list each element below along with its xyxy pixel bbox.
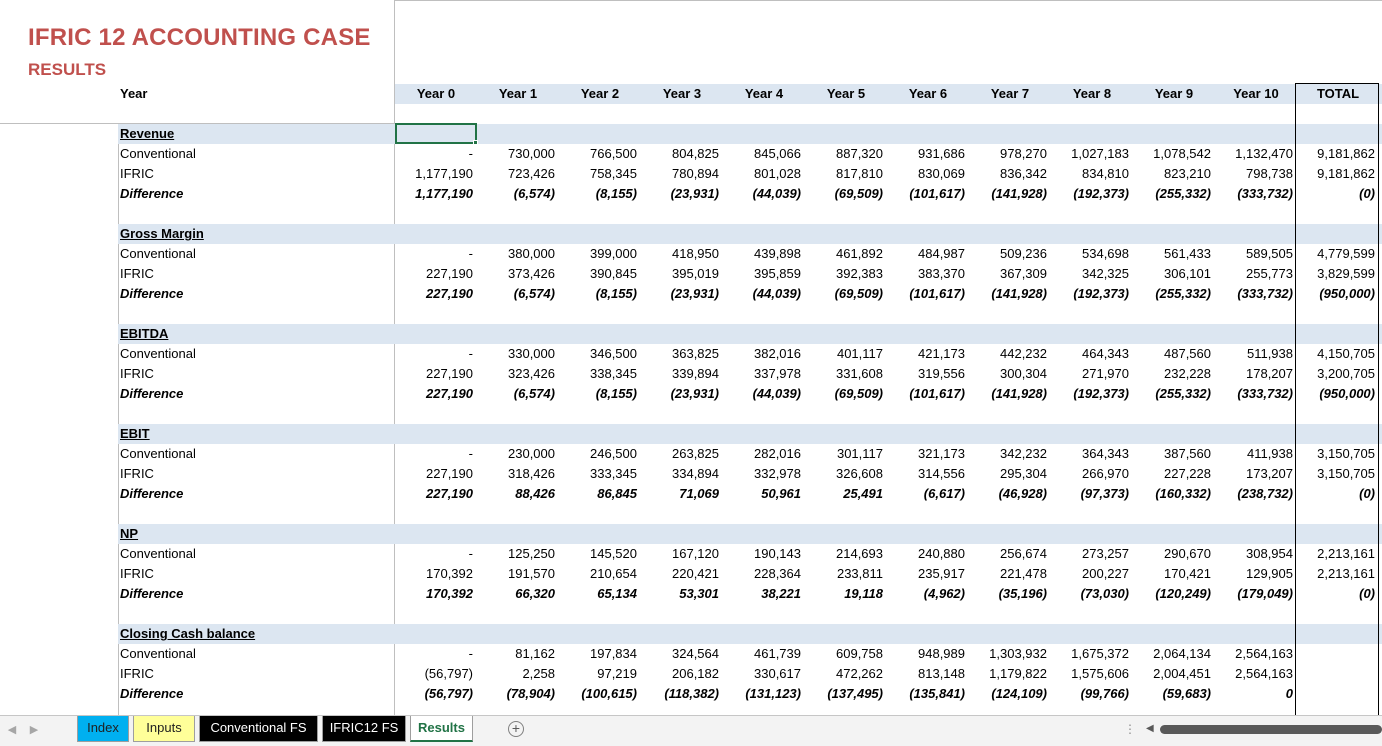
table-cell[interactable]: 232,228 (1164, 366, 1211, 381)
row-label[interactable]: IFRIC (120, 566, 154, 581)
selected-cell[interactable] (395, 123, 477, 144)
table-cell[interactable]: 2,213,161 (1317, 566, 1375, 581)
row-label[interactable]: Conventional (120, 346, 196, 361)
section-title[interactable]: Revenue (120, 126, 175, 141)
table-cell[interactable]: 836,342 (1000, 166, 1047, 181)
table-cell[interactable]: 53,301 (679, 586, 719, 601)
table-cell[interactable]: (69,509) (834, 186, 883, 201)
table-cell[interactable]: 227,190 (426, 286, 473, 301)
column-header: Year 1 (498, 86, 538, 101)
row-label[interactable]: Conventional (120, 246, 196, 261)
table-row (0, 384, 1382, 404)
table-cell[interactable]: 487,560 (1164, 346, 1211, 361)
table-cell[interactable]: (8,155) (595, 286, 637, 301)
table-cell[interactable]: 363,825 (672, 346, 719, 361)
table-cell[interactable]: 170,421 (1164, 566, 1211, 581)
table-cell[interactable]: 380,000 (508, 246, 555, 261)
section-title[interactable]: Gross Margin (120, 226, 204, 241)
table-cell[interactable] (1293, 664, 1375, 684)
row-label[interactable]: IFRIC (120, 466, 154, 481)
table-cell[interactable]: (255,332) (1155, 186, 1211, 201)
table-cell[interactable]: 461,739 (754, 646, 801, 661)
chevron-left-icon[interactable]: ◀ (7, 724, 17, 736)
table-cell[interactable]: 364,343 (1082, 446, 1129, 461)
table-cell[interactable]: 2,213,161 (1317, 546, 1375, 561)
table-cell[interactable]: (0) (1359, 586, 1375, 601)
table-cell[interactable]: - (468, 346, 473, 361)
table-cell[interactable]: 337,978 (754, 366, 801, 381)
table-cell[interactable]: 25,491 (843, 486, 883, 501)
table-cell[interactable]: 173,207 (1246, 466, 1293, 481)
table-cell[interactable]: 1,179,822 (989, 666, 1047, 681)
table-cell[interactable]: (6,574) (513, 186, 555, 201)
column-header: Year 8 (1072, 86, 1112, 101)
table-cell[interactable]: 978,270 (1000, 146, 1047, 161)
tab-splitter-handle[interactable]: ⋮ (1124, 722, 1136, 736)
table-cell[interactable]: 1,177,190 (415, 166, 473, 181)
table-cell[interactable]: 804,825 (672, 146, 719, 161)
table-cell[interactable]: 813,148 (918, 666, 965, 681)
column-header: Year 5 (826, 86, 866, 101)
column-header: Year 6 (908, 86, 948, 101)
table-cell[interactable]: (97,373) (1080, 486, 1129, 501)
table-row (0, 664, 1382, 684)
table-cell[interactable]: 227,228 (1164, 466, 1211, 481)
table-cell[interactable]: 333,345 (590, 466, 637, 481)
row-label[interactable]: Difference (120, 186, 184, 201)
total-column-border (1295, 83, 1296, 715)
table-cell[interactable]: 66,320 (515, 586, 555, 601)
table-row (0, 164, 1382, 184)
grid-divider (395, 0, 1382, 1)
table-cell[interactable]: (950,000) (1319, 386, 1375, 401)
table-cell[interactable]: 235,917 (918, 566, 965, 581)
table-cell[interactable]: 227,190 (426, 486, 473, 501)
table-cell[interactable]: 342,232 (1000, 446, 1047, 461)
table-row (0, 344, 1382, 364)
table-cell[interactable]: (59,683) (1162, 686, 1211, 701)
table-cell[interactable]: 439,898 (754, 246, 801, 261)
tab-index[interactable]: Index (77, 716, 129, 742)
table-cell[interactable]: 97,219 (597, 666, 637, 681)
table-cell[interactable]: 206,182 (672, 666, 719, 681)
table-cell[interactable]: 1,675,372 (1071, 646, 1129, 661)
table-cell[interactable]: 50,961 (761, 486, 801, 501)
total-column-border (1378, 83, 1379, 715)
column-header: Year 9 (1154, 86, 1194, 101)
row-label[interactable]: Difference (120, 586, 184, 601)
column-header: Year 4 (744, 86, 784, 101)
table-cell[interactable]: 330,617 (754, 666, 801, 681)
fill-handle[interactable] (473, 140, 478, 145)
column-header: TOTAL (1316, 86, 1360, 101)
table-cell[interactable]: 282,016 (754, 446, 801, 461)
table-cell[interactable]: (6,617) (923, 486, 965, 501)
table-cell[interactable]: (8,155) (595, 186, 637, 201)
table-cell[interactable]: 86,845 (597, 486, 637, 501)
table-cell[interactable]: 3,829,599 (1317, 266, 1375, 281)
table-cell[interactable]: 723,426 (508, 166, 555, 181)
table-row (0, 284, 1382, 304)
table-cell[interactable]: (44,039) (752, 186, 801, 201)
table-cell[interactable]: (69,509) (834, 386, 883, 401)
table-cell[interactable] (1293, 644, 1375, 664)
tab-results[interactable]: Results (410, 716, 473, 742)
table-cell[interactable]: 301,117 (836, 446, 883, 461)
row-label[interactable]: Conventional (120, 546, 196, 561)
table-row (0, 184, 1382, 204)
row-label[interactable]: Difference (120, 686, 184, 701)
table-cell[interactable] (1293, 684, 1375, 704)
table-cell[interactable]: 534,698 (1082, 246, 1129, 261)
table-cell[interactable]: 390,845 (590, 266, 637, 281)
table-row (0, 264, 1382, 284)
table-row (0, 644, 1382, 664)
table-cell[interactable]: 4,150,705 (1317, 346, 1375, 361)
section-title[interactable]: EBITDA (120, 326, 169, 341)
table-cell[interactable]: 200,227 (1082, 566, 1129, 581)
table-cell[interactable]: 221,478 (1000, 566, 1047, 581)
table-cell[interactable]: (56,797) (424, 686, 473, 701)
table-cell[interactable]: (950,000) (1319, 286, 1375, 301)
table-cell[interactable]: 2,564,163 (1235, 666, 1293, 681)
table-cell[interactable]: 170,392 (426, 566, 473, 581)
table-cell[interactable]: - (468, 246, 473, 261)
table-cell[interactable]: 766,500 (590, 146, 637, 161)
section-header-row (0, 524, 1382, 544)
row-label[interactable]: IFRIC (120, 166, 154, 181)
table-cell[interactable]: 442,232 (1000, 346, 1047, 361)
table-cell[interactable]: (6,574) (513, 286, 555, 301)
table-cell[interactable]: (141,928) (991, 386, 1047, 401)
row-label[interactable]: Difference (120, 486, 184, 501)
table-cell[interactable]: 418,950 (672, 246, 719, 261)
chevron-right-icon[interactable]: ▶ (29, 724, 39, 736)
table-cell[interactable]: (238,732) (1237, 486, 1293, 501)
row-label[interactable]: Conventional (120, 646, 196, 661)
table-cell[interactable]: (333,732) (1237, 286, 1293, 301)
table-cell[interactable]: (192,373) (1073, 186, 1129, 201)
table-cell[interactable]: 228,364 (754, 566, 801, 581)
table-cell[interactable]: (124,109) (991, 686, 1047, 701)
table-cell[interactable]: 230,000 (508, 446, 555, 461)
sheet-tab-bar (0, 715, 1382, 746)
table-cell[interactable]: 464,343 (1082, 346, 1129, 361)
table-cell[interactable]: 273,257 (1082, 546, 1129, 561)
table-cell[interactable]: 0 (1285, 686, 1293, 701)
table-cell[interactable]: 472,262 (836, 666, 883, 681)
table-cell[interactable]: 484,987 (918, 246, 965, 261)
table-cell[interactable]: (141,928) (991, 186, 1047, 201)
table-cell[interactable]: 314,556 (918, 466, 965, 481)
row-label[interactable]: Conventional (120, 146, 196, 161)
table-cell[interactable]: (131,123) (745, 686, 801, 701)
table-cell[interactable]: (135,841) (909, 686, 965, 701)
table-cell[interactable]: 4,779,599 (1317, 246, 1375, 261)
table-cell[interactable]: (46,928) (998, 486, 1047, 501)
table-cell[interactable]: - (468, 146, 473, 161)
table-cell[interactable]: (0) (1359, 186, 1375, 201)
table-cell[interactable]: 129,905 (1246, 566, 1293, 581)
table-cell[interactable]: 295,304 (1000, 466, 1047, 481)
year-label: Year (120, 86, 148, 101)
table-cell[interactable]: 300,304 (1000, 366, 1047, 381)
table-cell[interactable]: (101,617) (909, 186, 965, 201)
plus-circle-icon[interactable]: + (508, 721, 524, 737)
table-cell[interactable]: (99,766) (1080, 686, 1129, 701)
section-header-row (0, 224, 1382, 244)
table-cell[interactable]: 332,978 (754, 466, 801, 481)
row-label[interactable]: IFRIC (120, 266, 154, 281)
table-cell[interactable]: 931,686 (918, 146, 965, 161)
table-cell[interactable]: 19,118 (844, 586, 883, 601)
table-cell[interactable]: (192,373) (1073, 386, 1129, 401)
table-cell[interactable]: (23,931) (670, 386, 719, 401)
table-cell[interactable]: 609,758 (836, 646, 883, 661)
header-row (0, 84, 1382, 104)
section-title[interactable]: NP (120, 526, 139, 541)
row-label[interactable]: IFRIC (120, 366, 154, 381)
table-cell[interactable]: 71,069 (679, 486, 719, 501)
table-cell[interactable]: 81,162 (515, 646, 555, 661)
table-cell[interactable]: (23,931) (670, 186, 719, 201)
tab-inputs[interactable]: Inputs (133, 716, 195, 742)
table-cell[interactable]: 324,564 (672, 646, 719, 661)
table-cell[interactable]: 589,505 (1246, 246, 1293, 261)
table-cell[interactable]: (141,928) (991, 286, 1047, 301)
table-cell[interactable]: 323,426 (508, 366, 555, 381)
table-cell[interactable]: 326,608 (836, 466, 883, 481)
table-cell[interactable]: (255,332) (1155, 386, 1211, 401)
table-cell[interactable]: (6,574) (513, 386, 555, 401)
table-cell[interactable]: (4,962) (923, 586, 965, 601)
table-cell[interactable]: 178,207 (1246, 366, 1293, 381)
tab-ifric12-fs[interactable]: IFRIC12 FS (322, 716, 406, 742)
table-cell[interactable]: - (468, 446, 473, 461)
section-header-row (0, 424, 1382, 444)
row-label[interactable]: Conventional (120, 446, 196, 461)
section-header-row (0, 124, 1382, 144)
table-cell[interactable]: (56,797) (424, 666, 473, 681)
table-cell[interactable]: 210,654 (590, 566, 637, 581)
table-cell[interactable]: 256,674 (1000, 546, 1047, 561)
table-cell[interactable]: (35,196) (998, 586, 1047, 601)
table-cell[interactable]: 392,383 (836, 266, 883, 281)
section-header-row (0, 624, 1382, 644)
table-cell[interactable]: (333,732) (1237, 386, 1293, 401)
column-header: Year 7 (990, 86, 1030, 101)
table-cell[interactable]: 220,421 (672, 566, 719, 581)
table-cell[interactable]: 383,370 (918, 266, 965, 281)
table-cell[interactable]: 509,236 (1000, 246, 1047, 261)
section-title[interactable]: Closing Cash balance (120, 626, 256, 641)
table-cell[interactable]: (8,155) (595, 386, 637, 401)
table-cell[interactable]: 2,564,163 (1235, 646, 1293, 661)
table-cell[interactable]: 834,810 (1082, 166, 1129, 181)
table-row (0, 684, 1382, 704)
table-cell[interactable]: 319,556 (918, 366, 965, 381)
table-cell[interactable]: 321,173 (918, 446, 965, 461)
table-cell[interactable]: 290,670 (1164, 546, 1211, 561)
table-cell[interactable]: 1,132,470 (1235, 146, 1293, 161)
table-row (0, 444, 1382, 464)
section-title[interactable]: EBIT (120, 426, 150, 441)
table-cell[interactable]: (179,049) (1237, 586, 1293, 601)
table-cell[interactable]: 233,811 (836, 566, 883, 581)
table-cell[interactable]: 125,250 (508, 546, 555, 561)
table-cell[interactable]: 306,101 (1164, 266, 1211, 281)
table-cell[interactable]: 373,426 (508, 266, 555, 281)
page-subtitle: RESULTS (28, 60, 107, 79)
table-cell[interactable]: (160,332) (1155, 486, 1211, 501)
table-cell[interactable]: 214,693 (836, 546, 883, 561)
table-cell[interactable]: 334,894 (672, 466, 719, 481)
table-cell[interactable]: 331,608 (836, 366, 883, 381)
column-header: Year 2 (580, 86, 620, 101)
table-cell[interactable]: 382,016 (754, 346, 801, 361)
row-label[interactable]: Difference (120, 286, 184, 301)
table-cell[interactable]: 191,570 (508, 566, 555, 581)
table-cell[interactable]: 227,190 (426, 466, 473, 481)
total-column-border (1295, 83, 1379, 84)
table-cell[interactable]: 2,004,451 (1153, 666, 1211, 681)
table-cell[interactable]: 830,069 (918, 166, 965, 181)
table-cell[interactable]: 88,426 (515, 486, 555, 501)
row-label[interactable]: IFRIC (120, 666, 154, 681)
table-cell[interactable]: 401,117 (836, 346, 883, 361)
table-cell[interactable]: 190,143 (754, 546, 801, 561)
table-cell[interactable]: (137,495) (827, 686, 883, 701)
table-cell[interactable]: 227,190 (426, 366, 473, 381)
table-cell[interactable]: 263,825 (672, 446, 719, 461)
table-cell[interactable]: 395,019 (672, 266, 719, 281)
table-cell[interactable]: 1,027,183 (1071, 146, 1129, 161)
table-cell[interactable]: 801,028 (754, 166, 801, 181)
table-cell[interactable]: 730,000 (508, 146, 555, 161)
table-cell[interactable]: 9,181,862 (1317, 146, 1375, 161)
table-cell[interactable]: (73,030) (1080, 586, 1129, 601)
table-cell[interactable]: (44,039) (752, 286, 801, 301)
table-cell[interactable]: 395,859 (754, 266, 801, 281)
table-row (0, 544, 1382, 564)
table-cell[interactable]: 145,520 (590, 546, 637, 561)
table-cell[interactable]: (101,617) (909, 386, 965, 401)
table-cell[interactable]: 3,200,705 (1317, 366, 1375, 381)
table-cell[interactable]: (192,373) (1073, 286, 1129, 301)
table-cell[interactable]: 227,190 (426, 386, 473, 401)
table-cell[interactable]: 1,078,542 (1153, 146, 1211, 161)
tab-conventional-fs[interactable]: Conventional FS (199, 716, 318, 742)
table-cell[interactable]: 308,954 (1246, 546, 1293, 561)
table-cell[interactable]: (100,615) (581, 686, 637, 701)
table-cell[interactable]: 339,894 (672, 366, 719, 381)
table-cell[interactable]: 318,426 (508, 466, 555, 481)
table-cell[interactable]: 387,560 (1164, 446, 1211, 461)
table-cell[interactable]: 346,500 (590, 346, 637, 361)
table-cell[interactable]: (333,732) (1237, 186, 1293, 201)
table-cell[interactable]: 167,120 (672, 546, 719, 561)
table-cell[interactable]: 65,134 (597, 586, 637, 601)
table-cell[interactable]: (101,617) (909, 286, 965, 301)
table-cell[interactable]: (69,509) (834, 286, 883, 301)
table-row (0, 484, 1382, 504)
table-cell[interactable]: 561,433 (1164, 246, 1211, 261)
table-cell[interactable]: 255,773 (1246, 266, 1293, 281)
table-cell[interactable]: 1,575,606 (1071, 666, 1129, 681)
table-cell[interactable]: 227,190 (426, 266, 473, 281)
column-header: Year 0 (416, 86, 456, 101)
table-cell[interactable]: 246,500 (590, 446, 637, 461)
table-cell[interactable]: (120,249) (1155, 586, 1211, 601)
table-row (0, 144, 1382, 164)
table-cell[interactable]: 845,066 (754, 146, 801, 161)
table-cell[interactable]: (0) (1359, 486, 1375, 501)
table-cell[interactable]: 2,064,134 (1153, 646, 1211, 661)
table-cell[interactable]: 411,938 (1246, 446, 1293, 461)
table-cell[interactable]: (118,382) (664, 686, 719, 701)
table-cell[interactable]: 266,970 (1082, 466, 1129, 481)
table-cell[interactable]: 823,210 (1164, 166, 1211, 181)
section-header-row (0, 324, 1382, 344)
table-cell[interactable]: 817,810 (836, 166, 883, 181)
scroll-left-arrow-icon[interactable]: ◀ (1146, 723, 1154, 734)
table-cell[interactable]: 399,000 (590, 246, 637, 261)
table-cell[interactable]: 271,970 (1082, 366, 1129, 381)
table-cell[interactable]: 3,150,705 (1317, 466, 1375, 481)
table-cell[interactable]: 330,000 (508, 346, 555, 361)
table-cell[interactable]: 367,309 (1000, 266, 1047, 281)
table-cell[interactable]: - (468, 646, 473, 661)
table-cell[interactable]: 461,892 (836, 246, 883, 261)
table-cell[interactable]: (44,039) (752, 386, 801, 401)
table-cell[interactable]: (255,332) (1155, 286, 1211, 301)
table-row (0, 364, 1382, 384)
table-cell[interactable]: 338,345 (590, 366, 637, 381)
table-row (0, 464, 1382, 484)
row-label[interactable]: Difference (120, 386, 184, 401)
table-cell[interactable]: (23,931) (670, 286, 719, 301)
table-cell[interactable]: 1,177,190 (415, 186, 473, 201)
table-row (0, 564, 1382, 584)
table-cell[interactable]: 798,738 (1246, 166, 1293, 181)
horizontal-scrollbar[interactable] (1160, 725, 1382, 734)
table-cell[interactable]: 421,173 (918, 346, 965, 361)
table-cell[interactable]: 240,880 (918, 546, 965, 561)
column-header: Year 3 (662, 86, 702, 101)
table-cell[interactable]: 197,834 (590, 646, 637, 661)
table-cell[interactable]: 9,181,862 (1317, 166, 1375, 181)
table-cell[interactable]: (78,904) (506, 686, 555, 701)
table-cell[interactable]: 38,221 (761, 586, 801, 601)
table-cell[interactable]: 342,325 (1082, 266, 1129, 281)
table-cell[interactable]: 758,345 (590, 166, 637, 181)
table-row (0, 244, 1382, 264)
table-cell[interactable]: 780,894 (672, 166, 719, 181)
table-cell[interactable]: 511,938 (1246, 346, 1293, 361)
table-cell[interactable]: 887,320 (836, 146, 883, 161)
table-cell[interactable]: - (468, 546, 473, 561)
page-title: IFRIC 12 ACCOUNTING CASE (28, 24, 371, 51)
table-cell[interactable]: 2,258 (522, 666, 555, 681)
column-header: Year 10 (1233, 86, 1279, 101)
table-cell[interactable]: 948,989 (918, 646, 965, 661)
table-row (0, 584, 1382, 604)
table-cell[interactable]: 3,150,705 (1317, 446, 1375, 461)
table-cell[interactable]: 1,303,932 (989, 646, 1047, 661)
table-cell[interactable]: 170,392 (426, 586, 473, 601)
